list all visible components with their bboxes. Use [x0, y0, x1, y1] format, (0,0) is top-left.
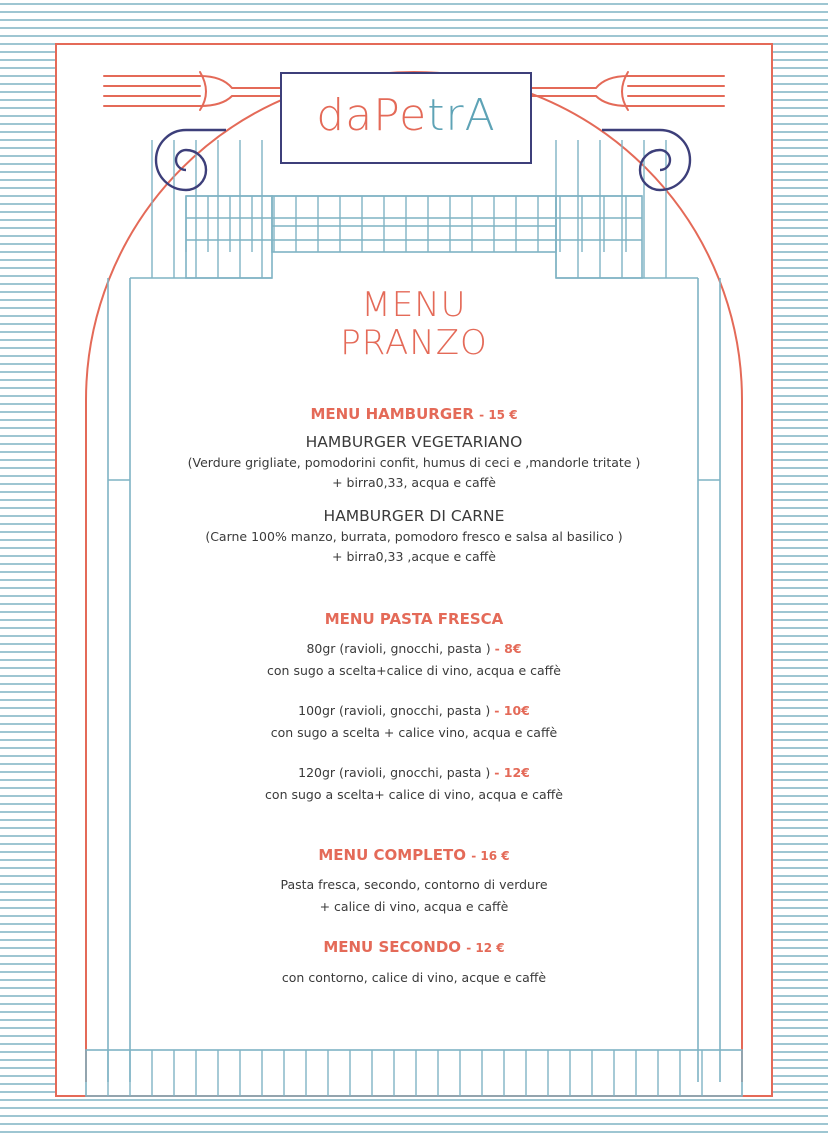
pasta-option-2-price: - 10€ [494, 703, 530, 718]
veg-burger-name: HAMBURGER VEGETARIANO [305, 433, 523, 451]
secondo-line-1: con contorno, calice di vino, acque e caffè [281, 970, 547, 985]
pasta-option-2-size [130, 702, 698, 720]
title-line-2: PRANZO [340, 323, 488, 363]
section-completo-heading [130, 845, 698, 866]
veg-burger-extra: + birra0,33, acqua e caffè [332, 475, 496, 490]
logo-da: da [316, 90, 374, 141]
pasta-option-2-desc: con sugo a scelta + calice vino, acqua e caffè [270, 725, 558, 740]
logo [280, 72, 532, 164]
completo-heading-text: MENU COMPLETO [318, 846, 466, 864]
pasta-option-1-size [130, 640, 698, 658]
logo-tra: trA [427, 90, 496, 141]
pasta-option-3-price: - 12€ [494, 765, 530, 780]
hamburger-price: - 15 € [479, 408, 518, 422]
pasta-option-1-size-text: 80gr (ravioli, gnocchi, pasta ) [306, 641, 491, 656]
section-pasta-heading: MENU PASTA FRESCA [324, 610, 504, 628]
page-title [130, 286, 698, 362]
section-hamburger-heading [130, 404, 698, 425]
logo-text [282, 88, 530, 144]
meat-burger-name: HAMBURGER DI CARNE [323, 507, 505, 525]
pasta-option-3-size-text: 120gr (ravioli, gnocchi, pasta ) [298, 765, 491, 780]
pasta-option-3-size [130, 764, 698, 782]
completo-price: - 16 € [471, 849, 510, 863]
pasta-option-1-price: - 8€ [494, 641, 522, 656]
title-line-1: MENU [361, 285, 467, 325]
pasta-option-1-desc: con sugo a scelta+calice di vino, acqua e caffè [267, 663, 561, 678]
completo-line-1: Pasta fresca, secondo, contorno di verdure [280, 877, 548, 892]
pasta-option-2-size-text: 100gr (ravioli, gnocchi, pasta ) [298, 703, 491, 718]
secondo-price: - 12 € [466, 941, 505, 955]
logo-pe: Pe [373, 90, 428, 141]
hamburger-heading-text: MENU HAMBURGER [310, 405, 474, 423]
meat-burger-desc: (Carne 100% manzo, burrata, pomodoro fresco e salsa al basilico ) [205, 529, 623, 544]
secondo-heading-text: MENU SECONDO [323, 938, 462, 956]
meat-burger-extra: + birra0,33 ,acque e caffè [332, 549, 496, 564]
section-secondo-heading [130, 937, 698, 958]
veg-burger-desc: (Verdure grigliate, pomodorini confit, humus di ceci e ,mandorle tritate ) [187, 455, 641, 470]
pasta-option-3-desc: con sugo a scelta+ calice di vino, acqua e caffè [265, 787, 563, 802]
completo-line-2: + calice di vino, acqua e caffè [319, 899, 509, 914]
